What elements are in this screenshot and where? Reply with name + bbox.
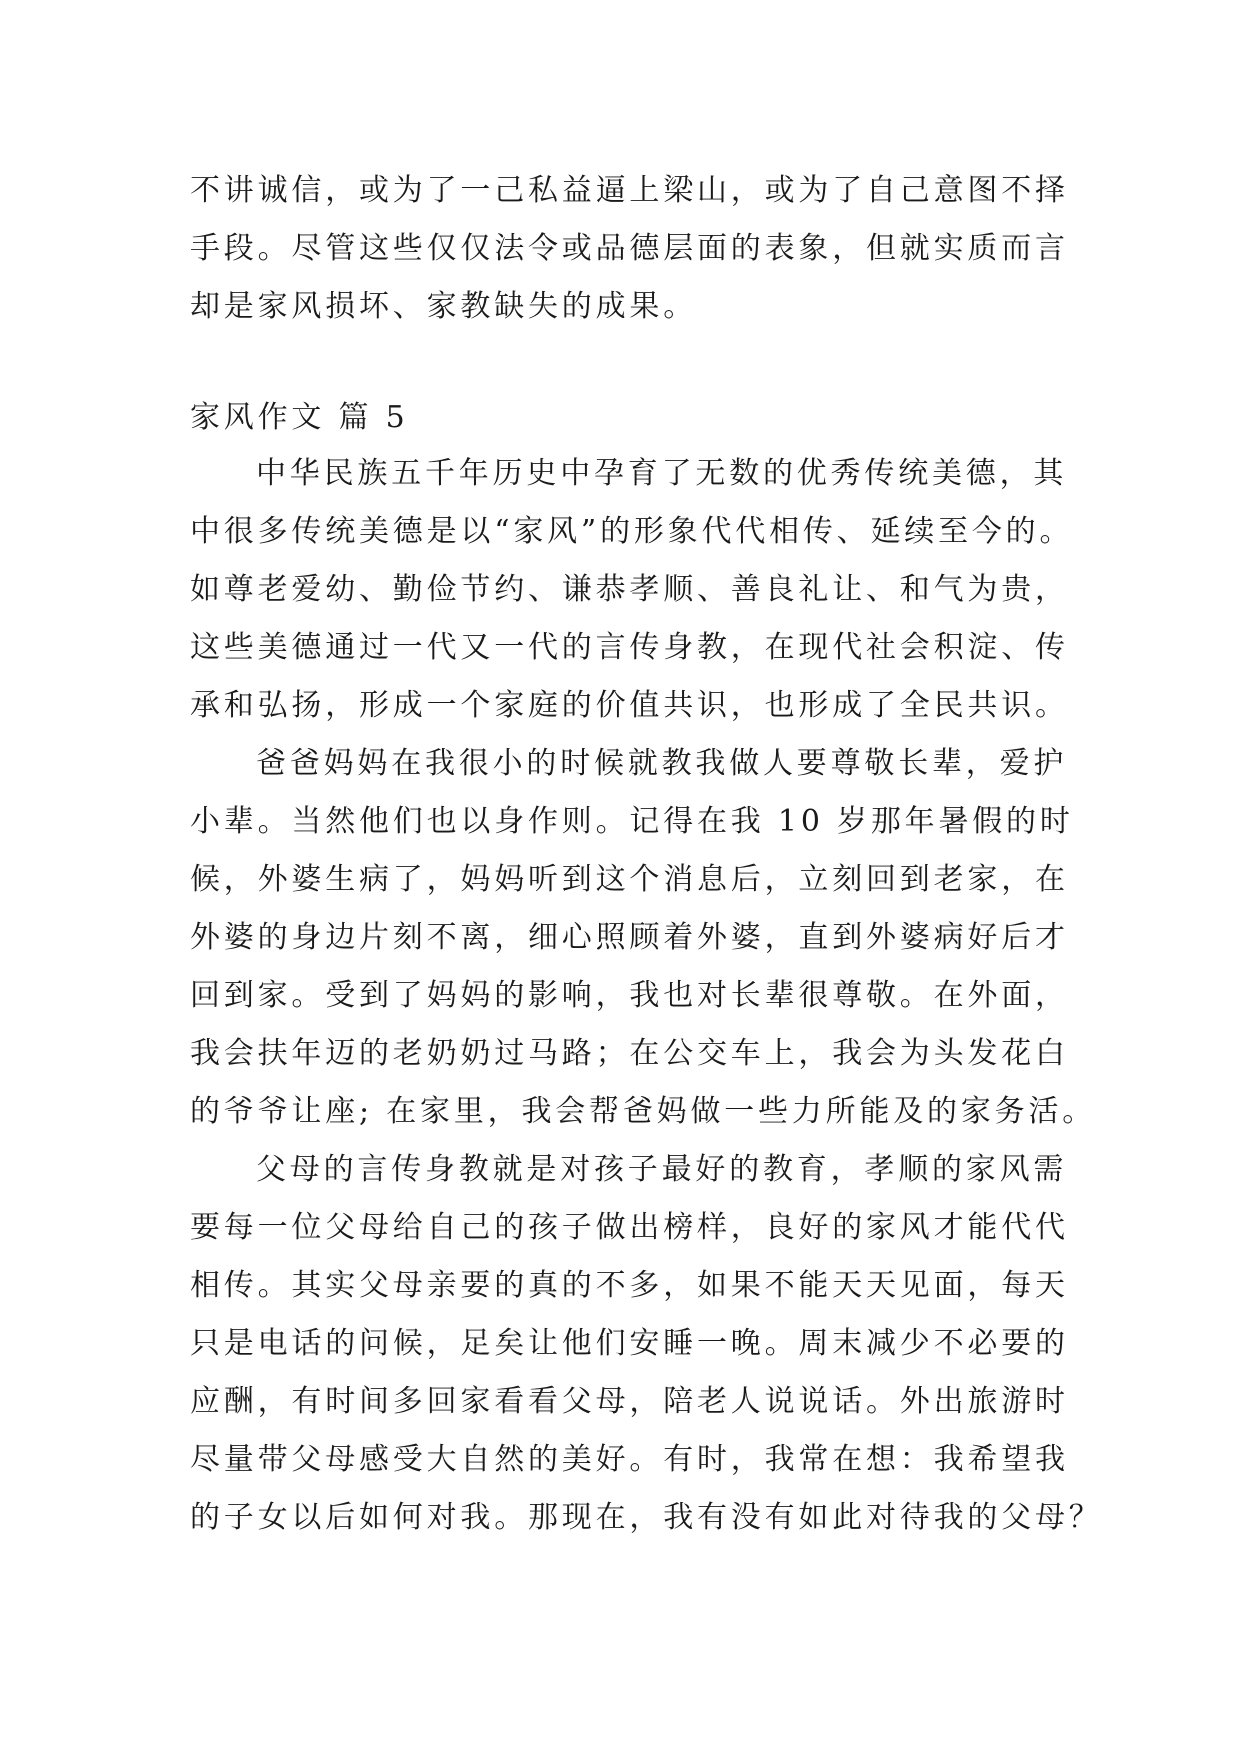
text-line: 我会扶年迈的老奶奶过马路；在公交车上，我会为头发花白 [190, 1036, 1069, 1071]
text-line: 候，外婆生病了，妈妈听到这个消息后，立刻回到老家，在 [190, 862, 1069, 897]
text-line: 外婆的身边片刻不离，细心照顾着外婆，直到外婆病好后才 [190, 920, 1069, 955]
paragraph-3 [190, 1141, 1103, 1547]
text-line: 的子女以后如何对我。那现在，我有没有如此对待我的父母？ [190, 1500, 1103, 1535]
text-line: 中很多传统美德是以“家风”的形象代代相传、延续至今的。 [190, 514, 1074, 549]
text-line: 承和弘扬，形成一个家庭的价值共识，也形成了全民共识。 [190, 688, 1069, 723]
text-line: 爸爸妈妈在我很小的时候就教我做人要尊敬长辈，爱护 [256, 746, 1068, 781]
text-line: 不讲诚信，或为了一己私益逼上梁山，或为了自己意图不择 [190, 173, 1069, 208]
text-line: 尽量带父母感受大自然的美好。有时，我常在想：我希望我 [190, 1442, 1069, 1477]
text-line: 相传。其实父母亲要的真的不多，如果不能天天见面，每天 [190, 1268, 1069, 1303]
document-body [190, 162, 1103, 1547]
text-line: 回到家。受到了妈妈的影响，我也对长辈很尊敬。在外面， [190, 978, 1069, 1013]
section-gap [190, 336, 1060, 391]
paragraph-1 [190, 445, 1074, 735]
text-line: 手段。尽管这些仅仅法令或品德层面的表象，但就实质而言 [190, 231, 1069, 266]
section-title: 家风作文 篇 5 [190, 400, 409, 435]
text-line: 只是电话的问候，足矣让他们安睡一晚。周末减少不必要的 [190, 1326, 1069, 1361]
text-line: 要每一位父母给自己的孩子做出榜样，良好的家风才能代代 [190, 1210, 1069, 1245]
text-line: 如尊老爱幼、勤俭节约、谦恭孝顺、善良礼让、和气为贵， [190, 572, 1069, 607]
text-line: 小辈。当然他们也以身作则。记得在我 10 岁那年暑假的时 [190, 804, 1074, 839]
text-line: 却是家风损坏、家教缺失的成果。 [190, 289, 697, 324]
text-line: 父母的言传身教就是对孩子最好的教育，孝顺的家风需 [256, 1152, 1068, 1187]
text-line: 的爷爷让座; 在家里，我会帮爸妈做一些力所能及的家务活。 [190, 1094, 1097, 1129]
text-line: 中华民族五千年历史中孕育了无数的优秀传统美德，其 [256, 456, 1068, 491]
paragraph-continued [190, 162, 1069, 336]
text-line: 这些美德通过一代又一代的言传身教，在现代社会积淀、传 [190, 630, 1069, 665]
paragraph-2 [190, 735, 1097, 1141]
text-line: 应酬，有时间多回家看看父母，陪老人说说话。外出旅游时 [190, 1384, 1069, 1419]
